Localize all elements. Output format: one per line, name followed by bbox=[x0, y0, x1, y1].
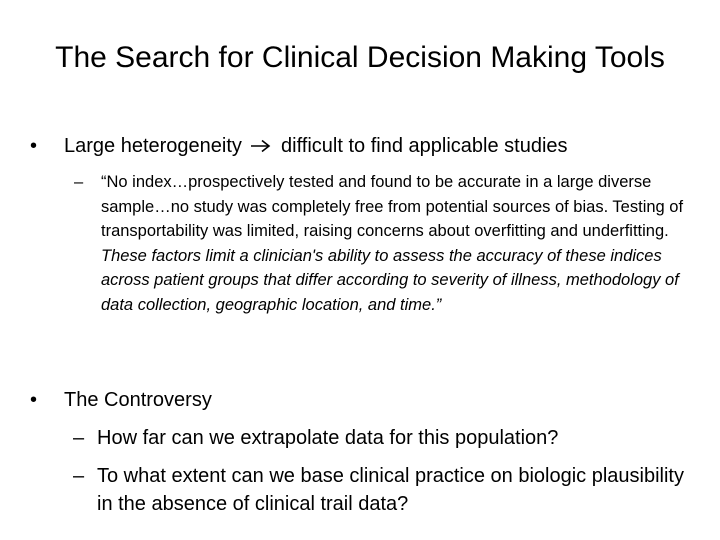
bullet-text-start: Large heterogeneity bbox=[64, 135, 242, 157]
quote-italic-text: These factors limit a clinician's ability to assess the accuracy of these indices across patient groups that differ according to severity of illness, methodology of data collection, geographic location, and time. bbox=[101, 246, 679, 314]
bullet-marker: • bbox=[30, 389, 38, 411]
slide-title: The Search for Clinical Decision Making Tools bbox=[55, 41, 665, 74]
quote-close-mark: ” bbox=[435, 295, 442, 314]
bullet-text-end: difficult to find applicable studies bbox=[281, 135, 568, 157]
bullet-heterogeneity bbox=[30, 132, 710, 160]
quote-block bbox=[74, 170, 701, 317]
sub-bullet-extrapolate bbox=[73, 424, 698, 452]
sub-bullet-dash: – bbox=[74, 173, 84, 191]
sub-bullet-text: To what extent can we base clinical practice on biologic plausibility in the absence of clinical trail data? bbox=[97, 465, 684, 515]
quote-text: “No index…prospectively tested and found to be accurate in a large diverse sample…no study was completely free from potential sources of bias. Testing of transportability was limited, raising concerns about overfitting and underfitting. bbox=[101, 173, 684, 240]
sub-bullet-dash: – bbox=[73, 465, 85, 487]
right-arrow-icon bbox=[250, 139, 272, 153]
sub-bullet-plausibility bbox=[73, 462, 698, 518]
sub-bullet-dash: – bbox=[73, 427, 85, 449]
bullet-text: The Controversy bbox=[64, 389, 212, 411]
sub-bullet-text: How far can we extrapolate data for this population? bbox=[97, 427, 559, 449]
bullet-marker: • bbox=[30, 135, 38, 157]
bullet-controversy bbox=[30, 386, 710, 414]
